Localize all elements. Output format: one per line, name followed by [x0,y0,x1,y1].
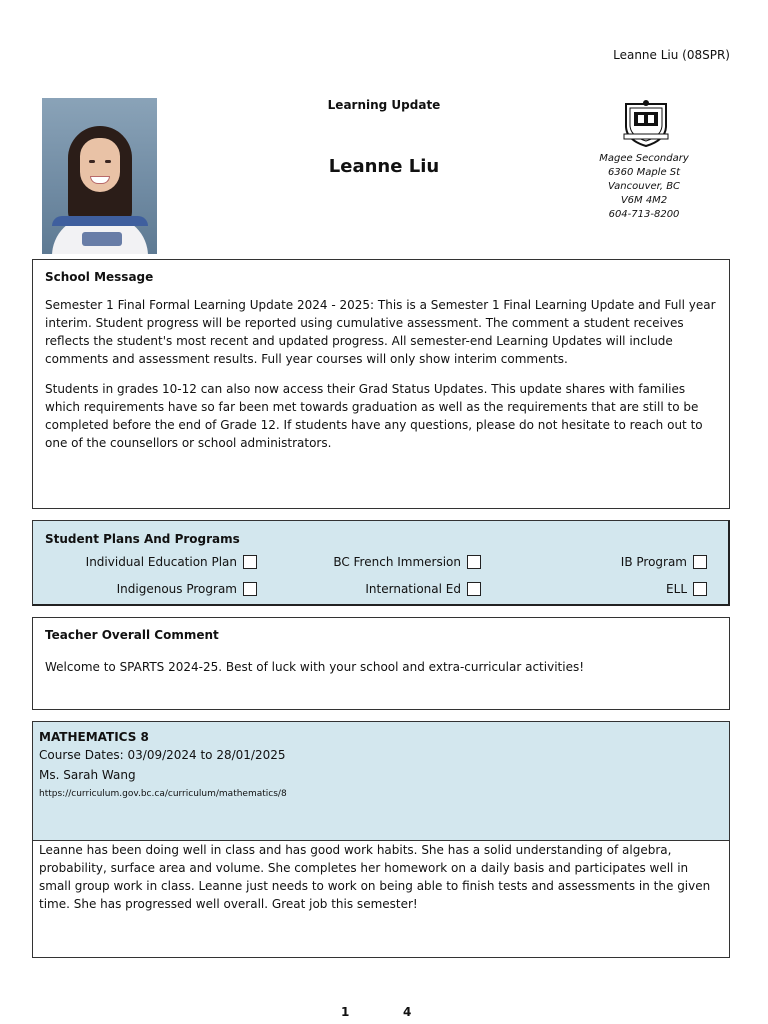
plan-indigenous-checkbox[interactable] [243,582,257,596]
course-header [33,722,729,841]
school-postal: V6M 4M2 [620,195,668,206]
plan-ell [666,582,707,596]
plan-indigenous [117,582,257,596]
plan-label: BC French Immersion [333,555,461,569]
school-message-box [32,259,730,509]
school-crest-logo [620,98,672,148]
course-comment: Leanne has been doing well in class and has good work habits. She has a solid understanding of algebra, probability, surface area and volume. She completes her homework on a daily basis and participates well in small group work in class. Leanne just needs to work on being able to finish tests and assessments in the given time. She has progressed well overall. Great job this semester! [39,843,711,911]
page-total: 4 [403,1005,412,1019]
plan-ell-checkbox[interactable] [693,582,707,596]
student-name: Leanne Liu [328,156,440,177]
school-phone: 604-713-8200 [608,209,680,220]
school-message-title: School Message [45,270,154,284]
plan-label: Indigenous Program [116,582,237,596]
student-photo [42,98,157,254]
course-teacher: Ms. Sarah Wang [39,768,136,782]
teacher-comment-title: Teacher Overall Comment [45,628,219,642]
plan-french-immersion-checkbox[interactable] [467,555,481,569]
course-title: MATHEMATICS 8 [39,730,149,744]
plan-label: International Ed [365,582,461,596]
plans-row-2 [33,582,731,600]
student-plans-title: Student Plans And Programs [45,532,240,546]
plan-ib-program-checkbox[interactable] [693,555,707,569]
teacher-comment-text: Welcome to SPARTS 2024-25. Best of luck with your school and extra-curricular activities! [45,660,585,674]
course-dates: Course Dates: 03/09/2024 to 28/01/2025 [39,748,286,762]
plan-label: IB Program [620,555,687,569]
page-current: 1 [341,1005,350,1019]
course-curriculum-link[interactable]: https://curriculum.gov.bc.ca/curriculum/mathematics/8 [39,789,287,799]
school-message-paragraph-1: Semester 1 Final Formal Learning Update 2024 - 2025: This is a Semester 1 Final Learning Update and Full year interim. Student progress will be reported using cumulative assessment. The comment a student receives reflects the student's most recent and updated progress. All semester-end Learning Updates will include comments and assessment results. Full year courses will only show interim comments. [45,298,716,366]
school-message-paragraph-2: Students in grades 10-12 can also now access their Grad Status Updates. This update shares with families which requirements have so far been met towards graduation as well as the requirements that are still to be completed before the end of Grade 12. If students have any questions, please do not hesitate to reach out to one of the counsellors or school administrators. [45,382,703,450]
teacher-comment-box [32,617,730,710]
school-street: 6360 Maple St [607,167,681,178]
course-box [32,721,730,958]
student-plans-box [32,520,730,606]
header-student-code: Leanne Liu (08SPR) [613,48,730,62]
document-title: Learning Update [327,98,441,112]
plan-iep [86,555,257,569]
plans-row-1 [33,555,731,573]
plan-iep-checkbox[interactable] [243,555,257,569]
school-city: Vancouver, BC [607,181,681,192]
plan-label: Individual Education Plan [85,555,237,569]
plan-international-ed [365,582,481,596]
school-name: Magee Secondary [599,153,689,164]
plan-french-immersion [333,555,481,569]
plan-label: ELL [666,582,687,596]
school-address [584,152,704,222]
plan-ib-program [621,555,707,569]
plan-international-ed-checkbox[interactable] [467,582,481,596]
